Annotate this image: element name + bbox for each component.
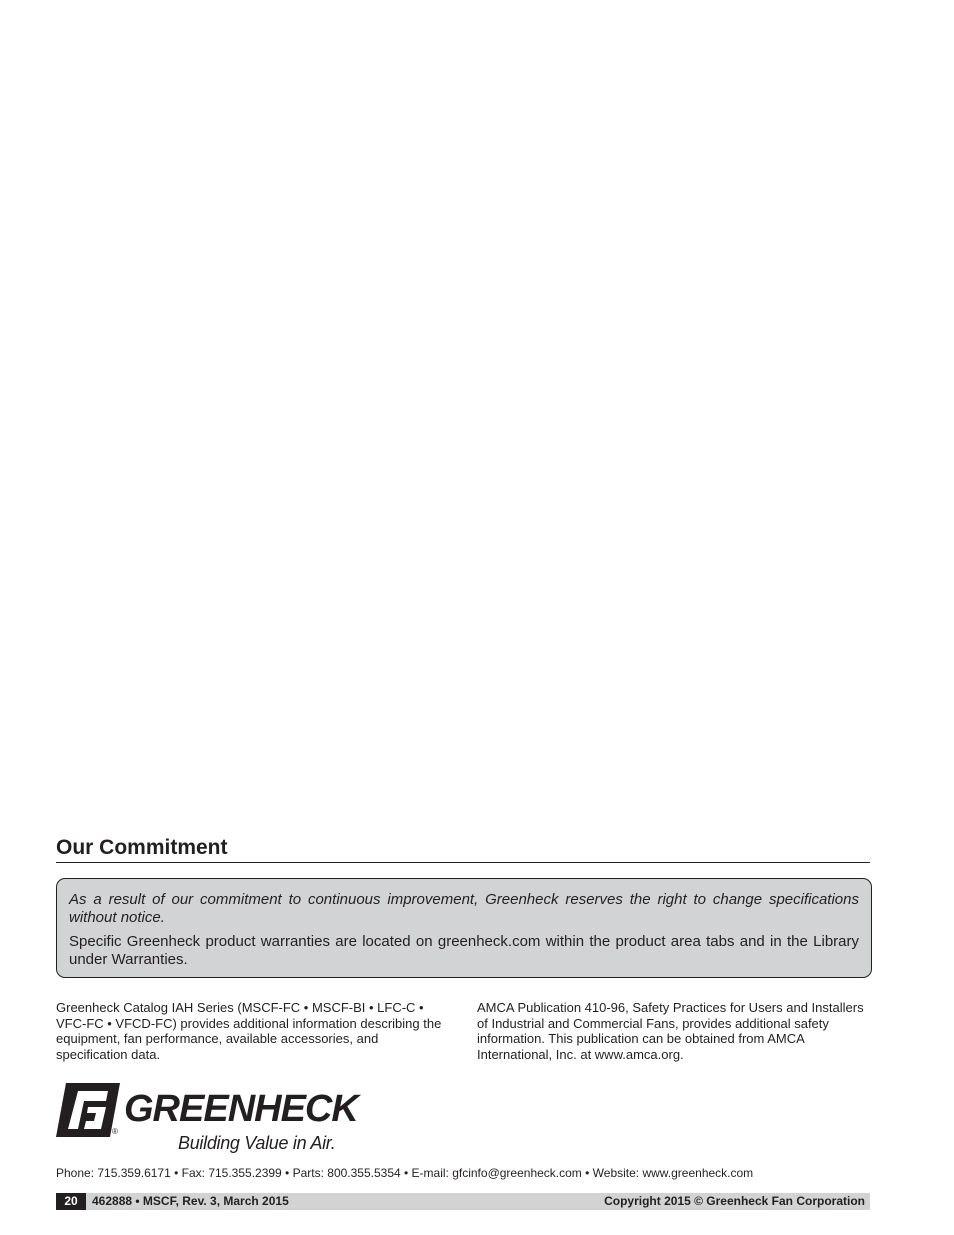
- registered-mark: ®: [112, 1127, 118, 1136]
- page-number: 20: [56, 1193, 86, 1210]
- contact-info: Phone: 715.359.6171 • Fax: 715.355.2399 • Parts: 800.355.5354 • E-mail: gfcinfo@greenheck.com • Website: www.greenheck.com: [56, 1166, 754, 1180]
- commitment-box: [56, 878, 872, 978]
- catalog-reference: Greenheck Catalog IAH Series (MSCF-FC • MSCF-BI • LFC-C • VFC-FC • VFCD-FC) provides additional information describing the equipment, fan performance, available accessories, and specification data.: [56, 1000, 442, 1063]
- warranty-text: Specific Greenheck product warranties are located on greenheck.com within the product area tabs and in the Library under Warranties.: [69, 933, 859, 968]
- commitment-notice: As a result of our commitment to continuous improvement, Greenheck reserves the right to change specifications without notice.: [69, 891, 859, 926]
- document-id: 462888 • MSCF, Rev. 3, March 2015: [92, 1194, 289, 1208]
- section-divider: [56, 862, 870, 863]
- copyright-notice: Copyright 2015 © Greenheck Fan Corporation: [604, 1194, 865, 1208]
- page-footer: [56, 1193, 870, 1210]
- greenheck-g-icon: [56, 1083, 120, 1139]
- amca-reference: AMCA Publication 410-96, Safety Practices for Users and Installers of Industrial and Commercial Fans, provides additional safety information. This publication can be obtained from AMCA International, Inc. at www.amca.org.: [477, 1000, 864, 1063]
- logo-tagline: Building Value in Air.: [178, 1133, 336, 1153]
- greenheck-logo: [56, 1083, 358, 1155]
- logo-wordmark: GREENHECK: [124, 1088, 358, 1130]
- section-title: Our Commitment: [56, 836, 228, 859]
